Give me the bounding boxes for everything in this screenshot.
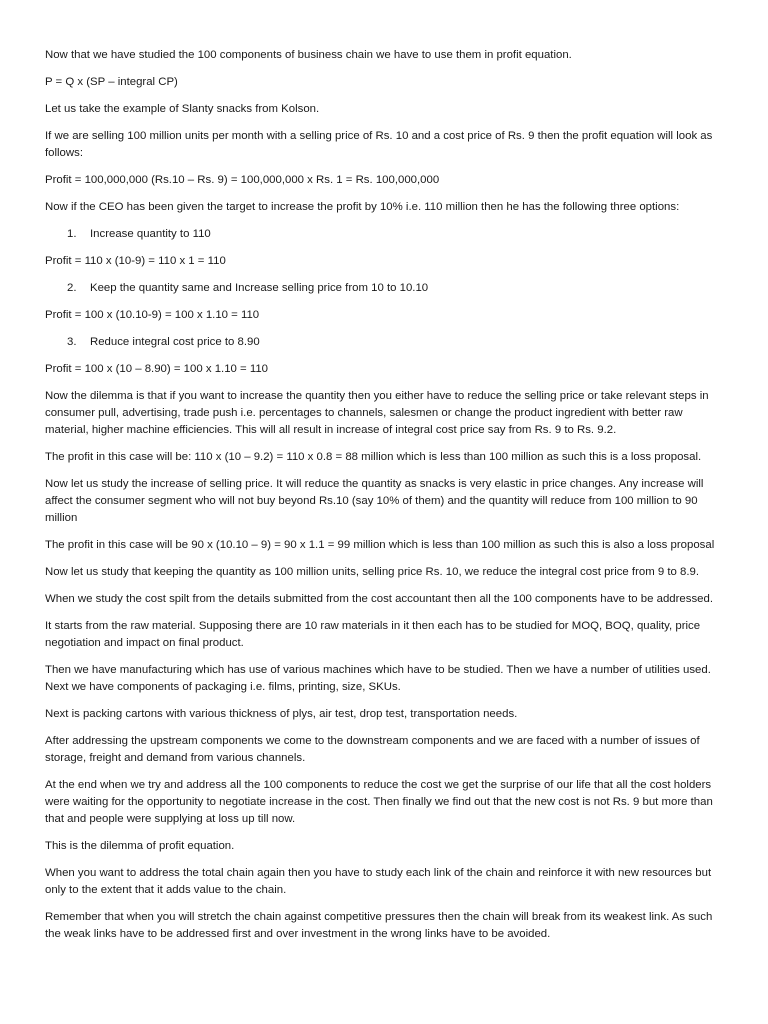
option-profit-2: Profit = 100 x (10.10-9) = 100 x 1.10 = 110 (45, 309, 260, 321)
profit-calculation: Profit = 100,000,000 (Rs.10 – Rs. 9) = 100,000,000 x Rs. 1 = Rs. 100,000,000 (45, 174, 440, 186)
paragraph-cost-split: When we study the cost spilt from the details submitted from the cost accountant then all the 100 components have to be addressed. (45, 593, 713, 605)
paragraph-price-increase: Now let us study the increase of selling price. It will reduce the quantity as snacks is very elastic in price changes. Any increase will affect the consumer segment who will not buy beyond Rs.10 (say 10% of them) and the quantity will reduce from 100 million to 90 million (45, 478, 704, 524)
paragraph-selling: If we are selling 100 million units per month with a selling price of Rs. 10 and a cost price of Rs. 9 then the profit equation will look as follows: (45, 130, 713, 159)
paragraph-intro: Now that we have studied the 100 components of business chain we have to use them in profit equation. (45, 49, 572, 61)
option-item-2 (45, 280, 728, 297)
paragraph-raw-material: It starts from the raw material. Supposing there are 10 raw materials in it then each has to be studied for MOQ, BOQ, quality, price negotiation and impact on final product. (45, 620, 701, 649)
option-number: 2. (67, 282, 77, 294)
profit-formula: P = Q x (SP – integral CP) (45, 76, 178, 88)
paragraph-manufacturing: Then we have manufacturing which has use of various machines which have to be studied. Then we have a number of utilities used. Next we have components of packaging i.e. films, printing, size, SKUs. (45, 664, 711, 693)
paragraph-weakest-link: Remember that when you will stretch the chain against competitive pressures then the chain will break from its weakest link. As such the weak links have to be addressed first and over investment in the wrong links have to be avoided. (45, 911, 713, 940)
paragraph-dilemma-summary: This is the dilemma of profit equation. (45, 840, 235, 852)
option-text: Increase quantity to 110 (90, 228, 211, 240)
option-item-1 (45, 226, 728, 243)
paragraph-example: Let us take the example of Slanty snacks from Kolson. (45, 103, 320, 115)
option-text: Keep the quantity same and Increase selling price from 10 to 10.10 (90, 282, 429, 294)
paragraph-downstream: After addressing the upstream components we come to the downstream components and we are faced with a number of issues of storage, freight and demand from various channels. (45, 735, 700, 764)
option-number: 1. (67, 228, 77, 240)
option-number: 3. (67, 336, 77, 348)
paragraph-dilemma: Now the dilemma is that if you want to increase the quantity then you either have to reduce the selling price or take relevant steps in consumer pull, advertising, trade push i.e. percentages to channels, salesmen or change the product ingredient with better raw material, higher machine efficiencies. This will all result in increase of integral cost price say from Rs. 9 to Rs. 9.2. (45, 390, 709, 436)
option-item-3 (45, 334, 728, 351)
option-text: Reduce integral cost price to 8.90 (90, 336, 260, 348)
paragraph-quantity-result: The profit in this case will be: 110 x (10 – 9.2) = 110 x 0.8 = 88 million which is less than 100 million as such this is a loss proposal. (45, 451, 702, 463)
option-profit-3: Profit = 100 x (10 – 8.90) = 100 x 1.10 = 110 (45, 363, 269, 375)
paragraph-cost-reduction: Now let us study that keeping the quantity as 100 million units, selling price Rs. 10, we reduce the integral cost price from 9 to 8.9. (45, 566, 700, 578)
paragraph-price-result: The profit in this case will be 90 x (10.10 – 9) = 90 x 1.1 = 99 million which is less than 100 million as such this is also a loss proposal (45, 539, 715, 551)
paragraph-surprise: At the end when we try and address all the 100 components to reduce the cost we get the surprise of our life that all the cost holders were waiting for the opportunity to negotiate increase in the cost. Then finally we find out that the new cost is not Rs. 9 but more than that and people were supplying at loss up till now. (45, 779, 713, 825)
option-profit-1: Profit = 110 x (10-9) = 110 x 1 = 110 (45, 255, 226, 267)
paragraph-packing: Next is packing cartons with various thickness of plys, air test, drop test, transportation needs. (45, 708, 518, 720)
paragraph-target: Now if the CEO has been given the target to increase the profit by 10% i.e. 110 million then he has the following three options: (45, 201, 680, 213)
paragraph-total-chain: When you want to address the total chain again then you have to study each link of the chain and reinforce it with new resources but only to the extent that it adds value to the chain. (45, 867, 712, 896)
document-body (45, 47, 728, 943)
